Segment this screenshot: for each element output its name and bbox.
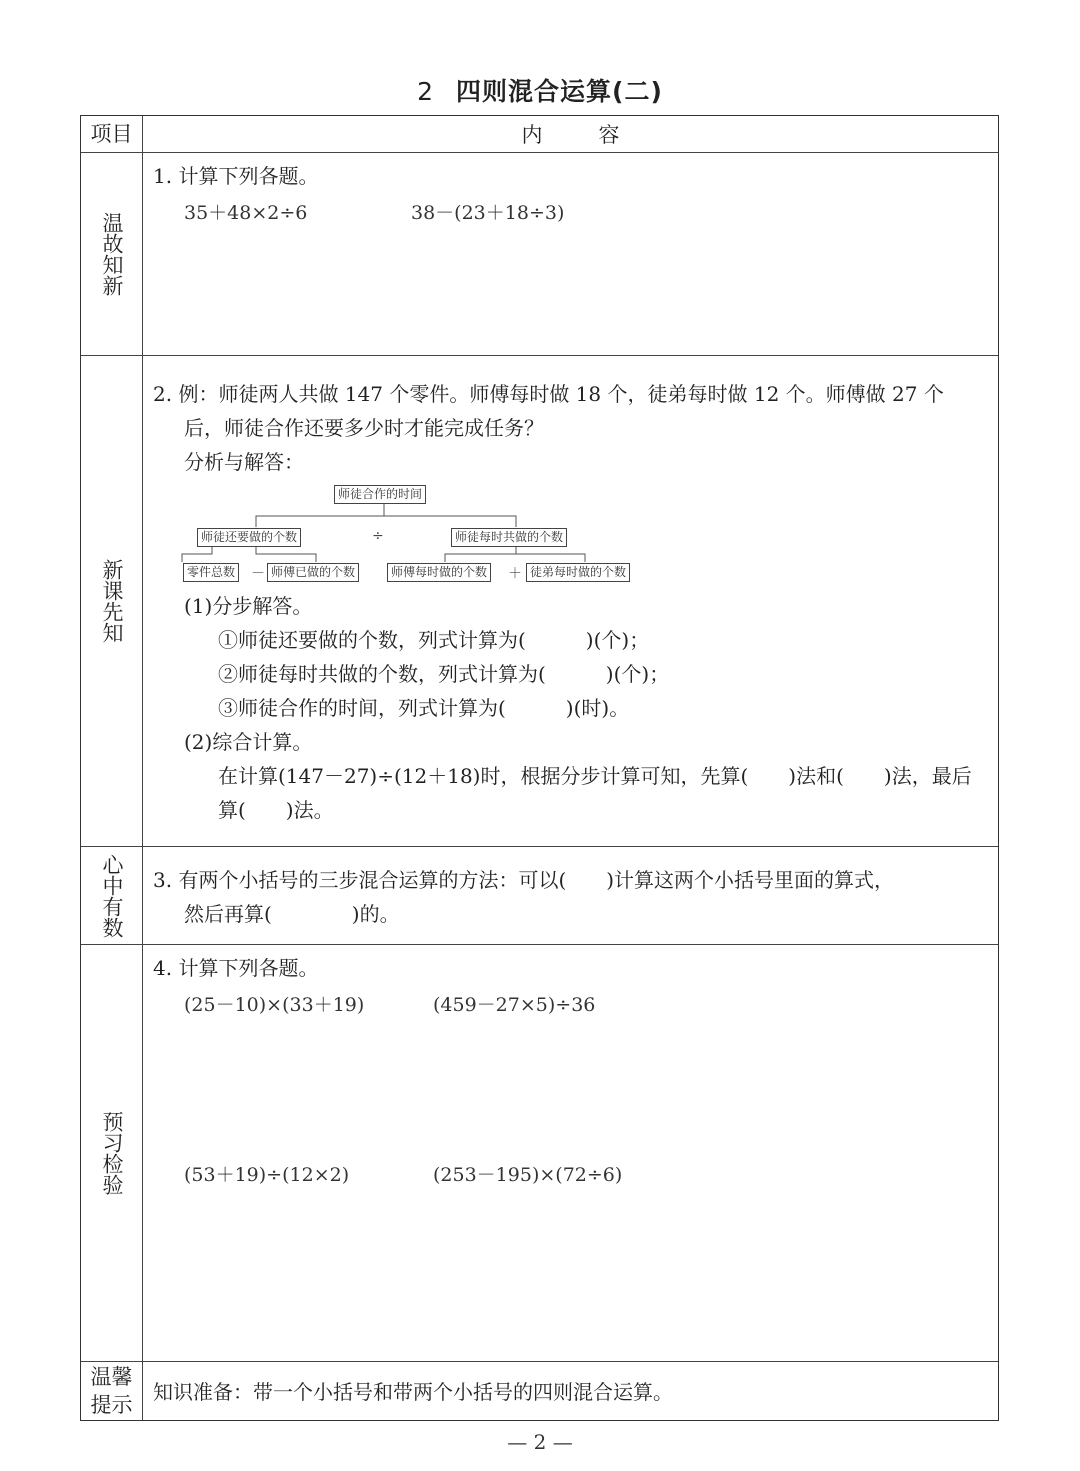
column-divider xyxy=(142,116,143,1420)
step-3: ③师徒合作的时间，列式计算为( )(时)。 xyxy=(218,696,630,720)
tree-rr-box: 徒弟每时做的个数 xyxy=(526,563,630,582)
step-heading: (1)分步解答。 xyxy=(184,594,313,618)
tree-left-box: 师徒还要做的个数 xyxy=(197,528,301,547)
review-expression-2: 38－(23＋18÷3) xyxy=(411,202,565,224)
row-divider xyxy=(81,846,998,847)
header-content: 内容 xyxy=(521,123,676,147)
lesson-number: 2 xyxy=(417,77,435,106)
question-4: 4. 计算下列各题。 xyxy=(153,956,319,980)
worksheet-table xyxy=(80,115,999,1421)
summary-label: 心中有数 xyxy=(100,853,124,938)
question-3-line-1: 3. 有两个小括号的三步混合运算的方法：可以( )计算这两个小括号里面的算式， xyxy=(153,868,895,892)
question-2-line-1: 2. 例：师徒两人共做 147 个零件。师傅每时做 18 个，徒弟每时做 12 个。师傅做 27 个 xyxy=(153,382,944,406)
preview-expression-2: (459－27×5)÷36 xyxy=(433,994,596,1016)
new-lesson-label-cell xyxy=(81,356,142,846)
step-2: ②师徒每时共做的个数，列式计算为( )(个)； xyxy=(218,662,670,686)
tree-ll-box: 零件总数 xyxy=(183,563,239,582)
review-label: 温故知新 xyxy=(100,212,124,296)
review-expression-1: 35＋48×2÷6 xyxy=(184,202,308,224)
tree-link-lr xyxy=(256,545,316,562)
tree-link-rl xyxy=(445,545,516,562)
summary-label-cell xyxy=(81,847,142,944)
tree-link-right xyxy=(384,516,516,527)
tree-right-box: 师徒每时共做的个数 xyxy=(451,528,567,547)
question-2-line-2: 后，师徒合作还要多少时才能完成任务？ xyxy=(184,416,544,440)
tree-minus-sign: － xyxy=(251,566,265,582)
tree-rl-box: 师傅每时做的个数 xyxy=(387,563,491,582)
lesson-title: 四则混合运算(二) xyxy=(456,77,663,106)
tip-label-cell xyxy=(81,1362,142,1420)
preview-expression-3: (53＋19)÷(12×2) xyxy=(184,1164,350,1186)
preview-label: 预习检验 xyxy=(100,1111,124,1195)
new-lesson-label: 新课先知 xyxy=(100,559,124,643)
page-title xyxy=(0,72,1080,108)
row-divider xyxy=(81,152,998,153)
combined-line-2: 算( )法。 xyxy=(218,798,334,822)
row-divider xyxy=(81,355,998,356)
page-number: — 2 — xyxy=(507,1430,573,1454)
tree-root-box: 师徒合作的时间 xyxy=(334,485,426,504)
tree-link-rr xyxy=(516,545,585,562)
row-divider xyxy=(81,944,998,945)
row-divider xyxy=(81,1361,998,1362)
tip-text: 知识准备：带一个小括号和带两个小括号的四则混合运算。 xyxy=(153,1380,673,1404)
tree-divide-sign: ÷ xyxy=(372,528,384,544)
preview-expression-4: (253－195)×(72÷6) xyxy=(433,1164,623,1186)
tree-link-left xyxy=(256,503,384,527)
tip-label: 温馨提示 xyxy=(90,1365,133,1417)
step-1: ①师徒还要做的个数，列式计算为( )(个)； xyxy=(218,628,650,652)
preview-expression-1: (25－10)×(33＋19) xyxy=(184,994,365,1016)
preview-label-cell xyxy=(81,945,142,1361)
header-label: 项目 xyxy=(90,121,133,146)
analysis-heading: 分析与解答： xyxy=(184,450,304,474)
tree-link-ll xyxy=(182,545,212,562)
combined-line-1: 在计算(147－27)÷(12＋18)时，根据分步计算可知，先算( )法和( )法，最后 xyxy=(218,764,972,788)
tree-lr-box: 师傅已做的个数 xyxy=(267,563,359,582)
review-label-cell xyxy=(81,153,142,355)
question-3-line-2: 然后再算( )的。 xyxy=(184,902,400,926)
tree-plus-sign: ＋ xyxy=(508,566,522,582)
question-1: 1. 计算下列各题。 xyxy=(153,164,319,188)
combined-heading: (2)综合计算。 xyxy=(184,730,313,754)
